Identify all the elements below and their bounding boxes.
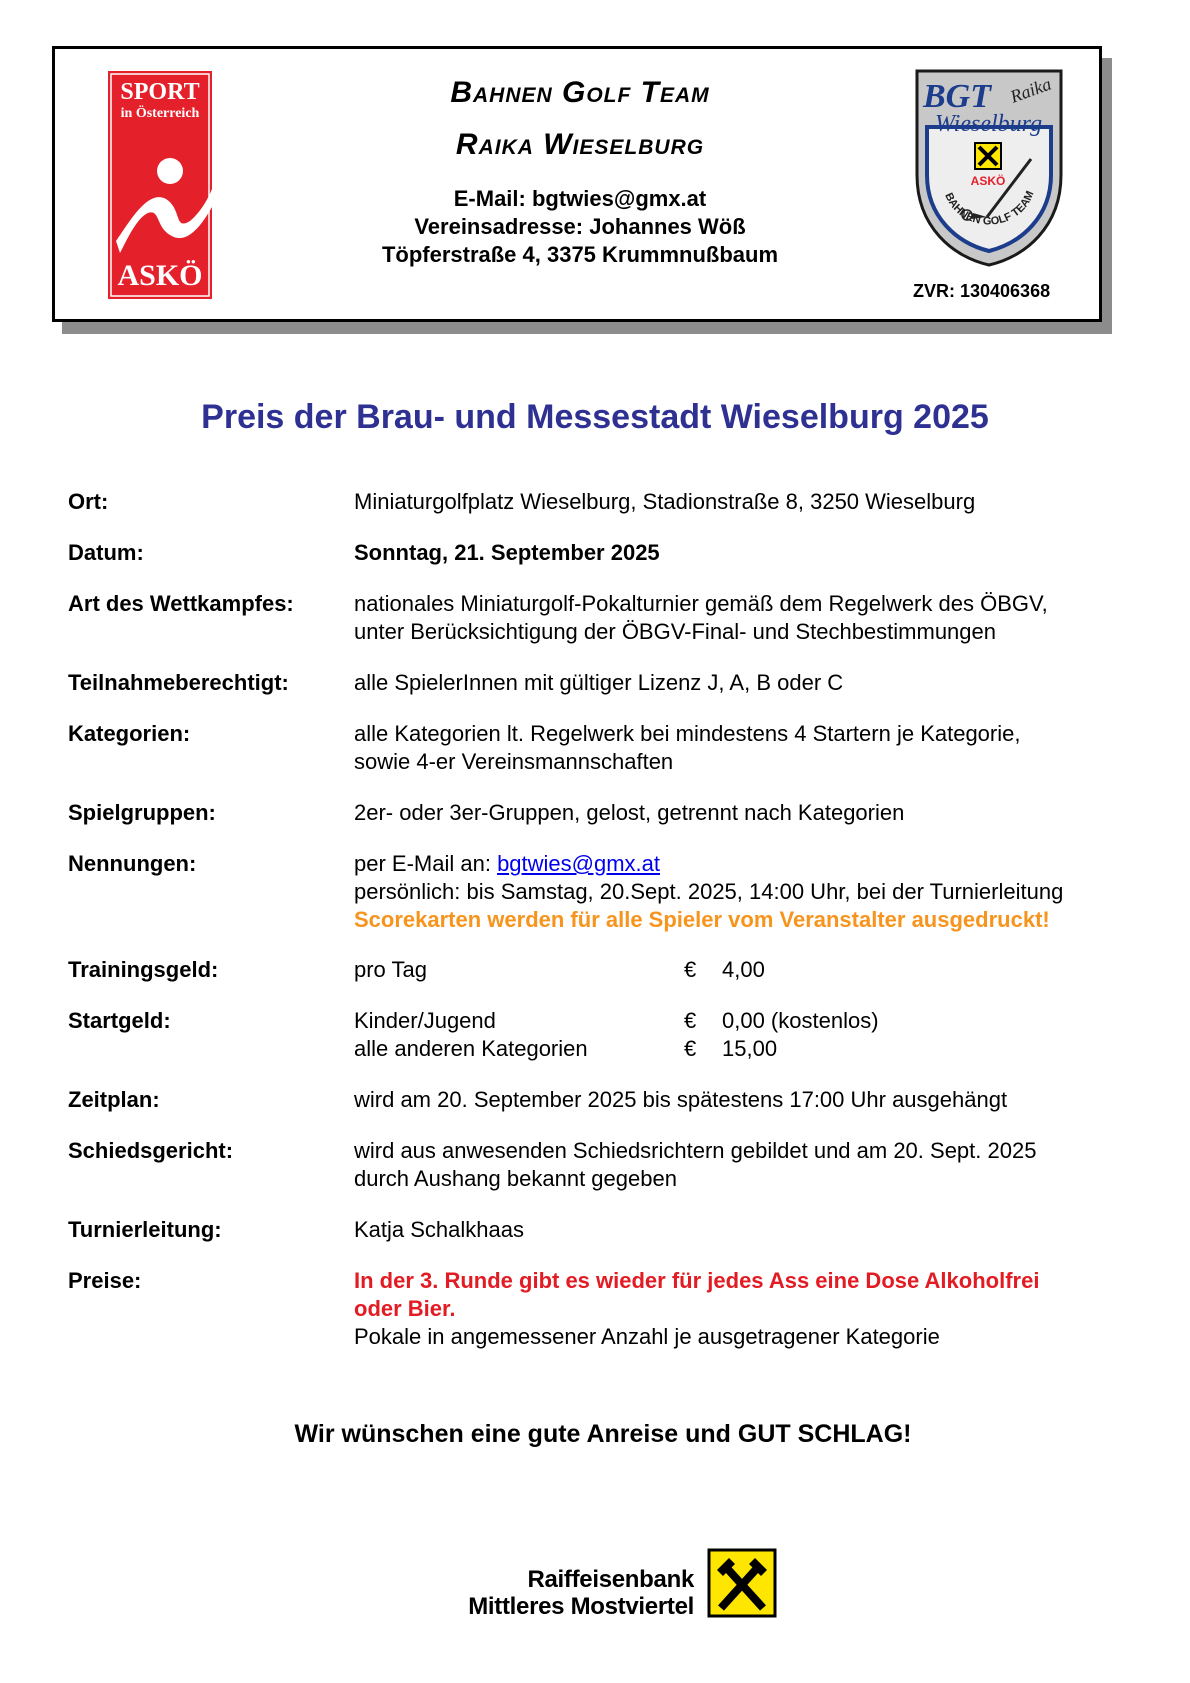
training-fee: [354, 956, 1154, 984]
label-zeitplan: Zeitplan:: [68, 1087, 160, 1112]
letterhead: [52, 46, 1102, 322]
label-datum: Datum:: [68, 540, 144, 565]
value-nennungen: [354, 850, 1154, 934]
sponsor-logo: [430, 1548, 780, 1628]
nennungen-email-link[interactable]: bgtwies@gmx.at: [497, 851, 661, 876]
training-fee-item: pro Tag: [354, 957, 427, 982]
startgeld-others-currency: €: [684, 1036, 697, 1061]
club-address-street: Töpferstraße 4, 3375 Krummnußbaum: [381, 242, 779, 267]
label-spielgruppen: Spielgruppen:: [68, 800, 216, 825]
training-fee-currency: €: [684, 957, 697, 982]
value-zeitplan: wird am 20. September 2025 bis spätestens 17:00 Uhr ausgehängt: [354, 1087, 1008, 1112]
crest-script-wieselburg: Wieselburg: [935, 111, 1043, 137]
value-kategorien-line-2: sowie 4-er Vereinsmannschaften: [354, 749, 674, 774]
closing-message: Wir wünschen eine gute Anreise und GUT SCHLAG!: [294, 1420, 912, 1448]
value-schiedsgericht-line-2: durch Aushang bekannt gegeben: [354, 1166, 677, 1191]
askoe-logo-top-text: SPORT: [120, 79, 200, 105]
sponsor-name: [468, 1566, 694, 1620]
startgeld-others-amount: 15,00: [722, 1036, 778, 1061]
value-art: [354, 590, 1154, 646]
askoe-sport-logo: [108, 71, 212, 299]
value-training: [354, 956, 1154, 984]
crest-monogram: BGT: [923, 78, 991, 115]
club-info: [295, 67, 865, 269]
club-address-name: Vereinsadresse: Johannes Wöß: [414, 214, 746, 239]
value-teilnahme: alle SpielerInnen mit gültiger Lizenz J, A, B oder C: [354, 670, 844, 695]
startgeld-youth-item: Kinder/Jugend: [354, 1008, 496, 1033]
label-nennungen: Nennungen:: [68, 851, 197, 876]
startgeld-youth-currency: €: [684, 1008, 697, 1033]
value-turnierleitung: Katja Schalkhaas: [354, 1217, 524, 1242]
nennungen-email-prefix: per E-Mail an:: [354, 851, 498, 876]
label-turnierleitung: Turnierleitung:: [68, 1217, 222, 1242]
value-ort: Miniaturgolfplatz Wieselburg, Stadionstraße 8, 3250 Wieselburg: [354, 489, 976, 514]
value-art-line-1: nationales Miniaturgolf-Pokalturnier gemäß dem Regelwerk des ÖBGV,: [354, 591, 1048, 616]
nennungen-personal-line: persönlich: bis Samstag, 20.Sept. 2025, 14:00 Uhr, bei der Turnierleitung: [354, 879, 1064, 904]
club-name-line-2: Raika Wieselburg: [455, 128, 705, 161]
startgeld-youth-amount: 0,00 (kostenlos): [722, 1008, 879, 1033]
value-kategorien-line-1: alle Kategorien lt. Regelwerk bei mindestens 4 Startern je Kategorie,: [354, 721, 1021, 746]
label-ort: Ort:: [68, 489, 109, 514]
nennungen-email-line: [354, 850, 1154, 878]
label-kategorien: Kategorien:: [68, 721, 191, 746]
label-schiedsgericht: Schiedsgericht:: [68, 1138, 234, 1163]
startgeld-fee-others: [354, 1035, 1154, 1063]
value-preise: [354, 1267, 1154, 1351]
page-title: Preis der Brau- und Messestadt Wieselburg 2025: [201, 398, 989, 436]
askoe-logo-subtitle: in Österreich: [120, 106, 200, 121]
preise-ass-note-line-2: oder Bier.: [354, 1296, 456, 1321]
label-training: Trainingsgeld:: [68, 957, 219, 982]
value-art-line-2: unter Berücksichtigung der ÖBGV-Final- und Stechbestimmungen: [354, 619, 996, 644]
preise-trophies: Pokale in angemessener Anzahl je ausgetragener Kategorie: [354, 1324, 940, 1349]
label-preise: Preise:: [68, 1268, 142, 1293]
preise-ass-note-line-1: In der 3. Runde gibt es wieder für jedes Ass eine Dose Alkoholfrei: [354, 1268, 1040, 1293]
askoe-logo-bottom-text: ASKÖ: [117, 259, 203, 292]
label-art: Art des Wettkampfes:: [68, 591, 294, 616]
bgt-club-crest: [913, 67, 1065, 267]
sponsor-name-line-2: Mittleres Mostviertel: [468, 1593, 694, 1620]
value-schiedsgericht: [354, 1137, 1154, 1193]
raiffeisen-gable-icon: [707, 1548, 777, 1618]
label-teilnahme: Teilnahmeberechtigt:: [68, 670, 289, 695]
zvr-number: ZVR: 130406368: [913, 281, 1051, 301]
sponsor-name-line-1: Raiffeisenbank: [527, 1566, 694, 1593]
crest-script-raika: Raika: [1007, 73, 1054, 107]
training-fee-amount: 4,00: [722, 957, 765, 982]
value-schiedsgericht-line-1: wird aus anwesenden Schiedsrichtern gebildet und am 20. Sept. 2025: [354, 1138, 1037, 1163]
club-name-line-1: Bahnen Golf Team: [450, 76, 710, 109]
club-contact: [295, 185, 865, 269]
value-datum: Sonntag, 21. September 2025: [354, 540, 660, 565]
value-kategorien: [354, 720, 1154, 776]
crest-askoe-badge: ASKÖ: [970, 174, 1006, 188]
startgeld-others-item: alle anderen Kategorien: [354, 1036, 588, 1061]
value-spielgruppen: 2er- oder 3er-Gruppen, gelost, getrennt nach Kategorien: [354, 800, 905, 825]
value-startgeld: [354, 1007, 1154, 1063]
label-startgeld: Startgeld:: [68, 1008, 171, 1033]
crest-arc-text: BAHNEN GOLF TEAM: [942, 189, 1037, 228]
club-email: E-Mail: bgtwies@gmx.at: [453, 186, 707, 211]
startgeld-fee-youth: [354, 1007, 1154, 1035]
nennungen-scorecard-note: Scorekarten werden für alle Spieler vom Veranstalter ausgedruckt!: [354, 907, 1050, 932]
